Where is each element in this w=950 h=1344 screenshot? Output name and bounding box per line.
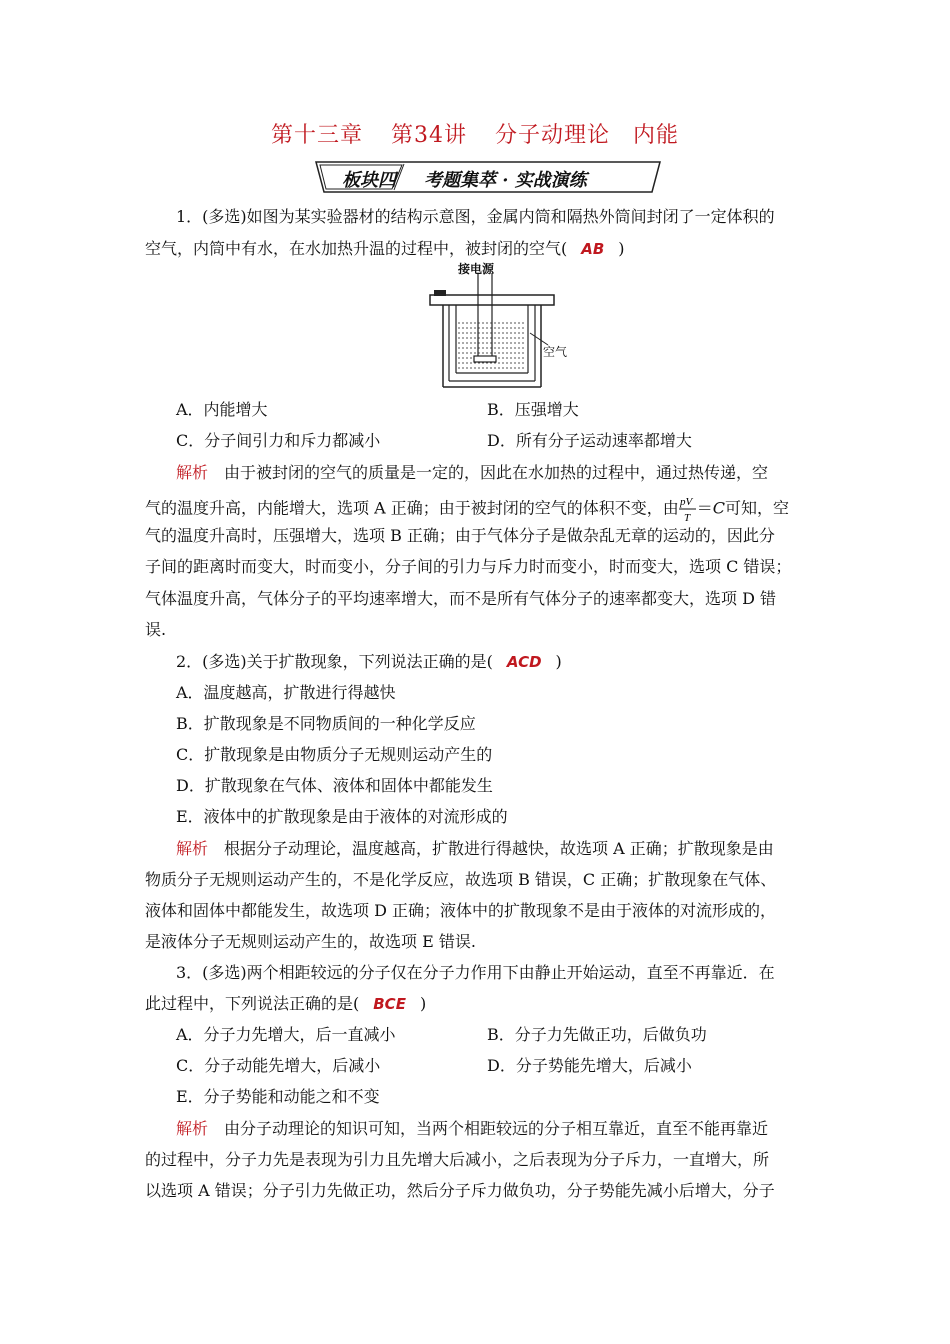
page-title	[0, 118, 950, 149]
q3-explanation-line1	[176, 1119, 768, 1139]
q3-close-paren: )	[419, 994, 427, 1013]
apparatus-diagram	[428, 263, 573, 395]
q2-option-c: C．扩散现象是由物质分子无规则运动产生的	[176, 745, 493, 764]
q3-answer: BCE	[373, 995, 406, 1013]
q1-stem-line1: 1．(多选)如图为某实验器材的结构示意图，金属内筒和隔热外筒间封闭了一定体积的	[176, 207, 775, 226]
q2-stem	[176, 652, 562, 672]
q3-stem-text: 此过程中，下列说法正确的是(	[145, 994, 360, 1013]
topic-label: 分子动理论 内能	[495, 123, 680, 148]
q1-explanation-line6: 误.	[145, 620, 167, 639]
q2-explanation-line1	[176, 839, 774, 859]
apparatus-figure	[428, 263, 573, 395]
q1-explanation-text2-tail: 可知，空	[725, 498, 790, 518]
q1-close-paren: )	[618, 239, 625, 258]
banner-right-text: 考题集萃 · 实战演练	[424, 170, 587, 191]
q1-option-b: B．压强增大	[487, 400, 579, 419]
q3-option-d: D．分子势能先增大，后减小	[487, 1056, 692, 1075]
q1-explanation-text1: 由于被封闭的空气的质量是一定的，因此在水加热的过程中，通过热传递，空	[224, 463, 769, 482]
q3-option-e: E．分子势能和动能之和不变	[176, 1087, 380, 1106]
q2-stem-text: 2．(多选)关于扩散现象，下列说法正确的是(	[176, 652, 493, 671]
q3-option-a: A．分子力先增大，后一直减小	[176, 1025, 396, 1044]
q1-explanation-line2	[145, 494, 789, 524]
q3-option-c: C．分子动能先增大，后减小	[176, 1056, 381, 1075]
section-banner	[312, 160, 664, 194]
q1-explanation-line4: 子间的距离时而变大，时而变小，分子间的引力与斥力时而变小，时而变大，选项 C 错误；	[145, 557, 792, 576]
q1-stem-line2	[145, 239, 625, 259]
q2-explanation-line4: 是液体分子无规则运动产生的，故选项 E 错误.	[145, 932, 476, 951]
q3-explanation-line2: 的过程中，分子力先是表现为引力且先增大后减小，之后表现为分子斥力，一直增大，所	[145, 1150, 770, 1169]
pv-over-t-fraction	[679, 494, 697, 524]
svg-text:pV: pV	[679, 496, 692, 508]
q2-option-e: E．液体中的扩散现象是由于液体的对流形成的	[176, 807, 508, 826]
q2-explanation-line3: 液体和固体中都能发生，故选项 D 正确；液体中的扩散现象不是由于液体的对流形成的，	[145, 901, 777, 920]
q2-explanation-text1: 根据分子动理论，温度越高，扩散进行得越快，故选项 A 正确；扩散现象是由	[224, 839, 774, 858]
q2-explanation-label: 解析	[176, 839, 209, 858]
q1-constant-c: C	[712, 498, 725, 518]
air-label: 空气	[543, 345, 568, 359]
banner-left-text: 板块四	[342, 170, 396, 191]
q2-option-d: D．扩散现象在气体、液体和固体中都能发生	[176, 776, 493, 795]
q2-explanation-line2: 物质分子无规则运动产生的，不是化学反应，故选项 B 错误，C 正确；扩散现象在气体、	[145, 870, 777, 889]
q2-answer: ACD	[506, 653, 542, 671]
chapter-label: 第十三章	[270, 123, 363, 148]
q3-stem-line1: 3．(多选)两个相距较远的分子仅在分子力作用下由静止开始运动，直至不再靠近．在	[176, 963, 775, 982]
q3-explanation-line3: 以选项 A 错误；分子引力先做正功，然后分子斥力做负功，分子势能先减小后增大，分子	[145, 1181, 775, 1200]
q1-explanation-line5: 气体温度升高，气体分子的平均速率增大，而不是所有气体分子的速率都变大，选项 D 错	[145, 589, 777, 608]
q1-explanation-line1	[176, 463, 768, 483]
q1-option-d: D．所有分子运动速率都增大	[487, 431, 692, 450]
svg-text:T: T	[683, 512, 690, 524]
q3-option-b: B．分子力先做正功，后做负功	[487, 1025, 707, 1044]
q1-option-c: C．分子间引力和斥力都减小	[176, 431, 381, 450]
q3-stem-line2	[145, 994, 426, 1014]
q3-explanation-text1: 由分子动理论的知识可知，当两个相距较远的分子相互靠近，直至不能再靠近	[224, 1119, 769, 1138]
power-source-label: 接电源	[458, 262, 495, 276]
q3-explanation-label: 解析	[176, 1119, 209, 1138]
q1-answer: AB	[581, 240, 605, 258]
q2-option-a: A．温度越高，扩散进行得越快	[176, 683, 396, 702]
q1-stem-text: 空气，内筒中有水，在水加热升温的过程中，被封闭的空气(	[145, 239, 568, 258]
q1-option-a: A．内能增大	[176, 400, 268, 419]
q1-explanation-text2: 气的温度升高，内能增大，选项 A 正确；由于被封闭的空气的体积不变，由	[145, 498, 679, 518]
q1-equals-sign: ＝	[696, 498, 713, 518]
lecture-label: 第34讲	[391, 123, 467, 148]
q1-explanation-line3: 气的温度升高时，压强增大，选项 B 正确；由于气体分子是做杂乱无章的运动的，因此分	[145, 526, 775, 545]
q2-close-paren: )	[555, 652, 562, 671]
q2-option-b: B．扩散现象是不同物质间的一种化学反应	[176, 714, 476, 733]
q1-explanation-label: 解析	[176, 463, 209, 482]
